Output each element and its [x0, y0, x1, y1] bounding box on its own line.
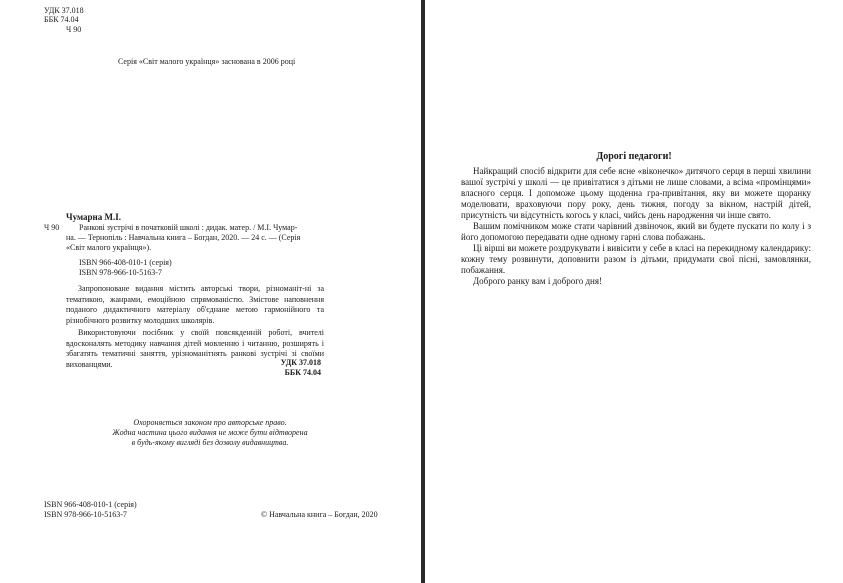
udk-top: УДК 37.018	[44, 6, 84, 15]
copyright-notice-2: Жодна частина цього видання не може бути відтворена	[112, 428, 308, 437]
annotation-paragraph-1: Запропоноване видання містить авторські твори, різноманіт-ні за тематикою, жанрами, емоційною спрямованістю. Змістове наповнення поданого дидактичного матеріалу об'єднане метою гармонійного та різнобічного розвитку молодших школярів.	[66, 284, 324, 325]
bib-line-2: на. — Тернопіль : Навчальна книга – Богдан, 2020. — 24 с. — (Серія	[66, 233, 301, 242]
annotation-paragraph-2: Використовуючи посібник у своїй повсякденній роботі, вчителі вдосконалять методику навчання дітей мовленню і читанню, розширять і збагатять тематичні заняття, урізноманітнять ранкові зустрічі зі своїми вихованцями.	[66, 328, 324, 369]
page-heading: Дорогі педагоги!	[596, 151, 672, 162]
series-note: Серія «Світ малого українця» заснована в 2006 році	[118, 57, 296, 66]
right-page	[425, 0, 843, 583]
intro-paragraph-3: Ці вірші ви можете роздрукувати і вивісити у себе в класі на перекидному календарику: кожну тему розвинути, доповнити разом із дітьми, придумати свої пісні, замовлянки, побажання.	[461, 243, 811, 275]
isbn-book: ISBN 978-966-10-5163-7	[79, 268, 162, 277]
author-code-top: Ч 90	[66, 25, 82, 34]
footer-isbn-book: ISBN 978-966-10-5163-7	[44, 510, 127, 519]
left-page	[0, 0, 421, 583]
footer-copyright: © Навчальна книга – Богдан, 2020	[261, 510, 378, 519]
isbn-series: ISBN 966-408-010-1 (серія)	[79, 258, 172, 267]
intro-paragraph-2: Вашим помічником може стати чарівний дзвіночок, який ви будете пускати по колу і з його допомогою передавати одне одному гарні слова побажань.	[461, 221, 811, 242]
bbk-top: ББК 74.04	[44, 15, 79, 24]
copyright-notice-3: в будь-якому вигляді без дозволу видавництва.	[131, 438, 289, 447]
intro-paragraph-4: Доброго ранку вам і доброго дня!	[473, 276, 602, 286]
author-name: Чумарна М.І.	[66, 212, 121, 222]
author-code: Ч 90	[44, 223, 60, 232]
bib-line-3: «Світ малого українця»).	[66, 243, 152, 252]
intro-text	[461, 166, 811, 287]
footer-isbn-series: ISBN 966-408-010-1 (серія)	[44, 500, 137, 509]
bbk-bottom: ББК 74.04	[284, 368, 321, 377]
copyright-notice-1: Охороняється законом про авторське право.	[133, 418, 287, 427]
intro-paragraph-1: Найкращий спосіб відкрити для себе ясне «віконечко» дитячого серця в перші хвилини вашої зустрічі у школі — це привітатися з дітьми не лише словами, а всіма «промінцями» власного серця. І допоможе цьому щоденна гра-привітання, яку ви можете щоранку моделювати, враховуючи пору року, день тижня, погоду за вікном, настрій дітей, присутність чи відсутність когось у класі, чийсь день народження чи інше свято.	[461, 166, 811, 220]
bib-line-1: Ранкові зустрічі в початковій школі : дидак. матер. / М.І. Чумар-	[79, 223, 298, 232]
udk-bottom: УДК 37.018	[280, 358, 321, 367]
